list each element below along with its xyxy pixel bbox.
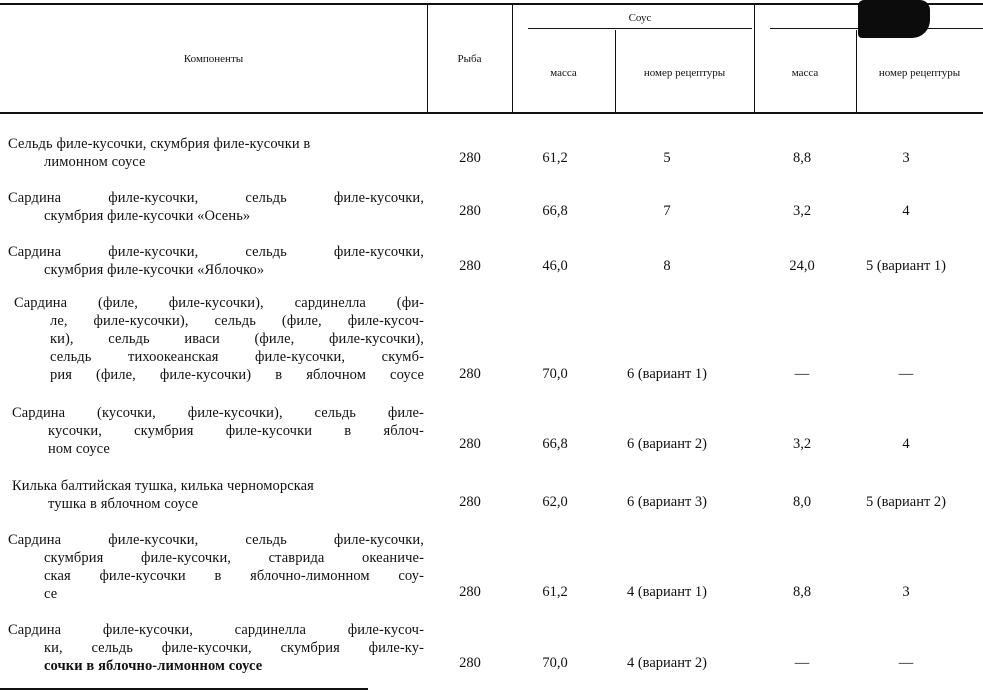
header-sauce-mass: масса [550, 67, 577, 79]
fish-cell: 280 [459, 366, 481, 382]
component-line: ки, сельдь филе-кусочки, скумбрия филе-ку- [44, 640, 424, 656]
sauce-mass-cell: 62,0 [542, 494, 568, 510]
sauce-mass-cell: 61,2 [542, 584, 568, 600]
sauce-recipe-cell: 6 (вариант 1) [626, 366, 708, 382]
garnish-recipe-cell: 3 [902, 150, 910, 166]
table-top-rule [0, 3, 983, 5]
garnish-mass-cell: 24,0 [789, 258, 815, 274]
garnish-recipe-cell: 4 [902, 436, 910, 452]
header-garnish-mass: масса [791, 67, 819, 79]
component-line: се [44, 586, 58, 602]
sauce-recipe-cell: 8 [663, 258, 671, 274]
component-line: Сардина филе-кусочки, сельдь филе-кусочки, [8, 532, 424, 548]
ink-blot [858, 0, 930, 38]
fish-cell: 280 [459, 203, 481, 219]
row-components [12, 477, 424, 513]
garnish-recipe-cell: 3 [902, 584, 910, 600]
garnish-mass-cell: — [794, 366, 810, 382]
component-line: лимонном соусе [44, 154, 146, 170]
component-line: Сардина филе-кусочки, сардинелла филе-кусоч- [8, 622, 424, 638]
component-line: ном соусе [48, 441, 110, 457]
garnish-recipe-cell: 5 (вариант 2) [865, 494, 947, 510]
garnish-mass-cell: 8,0 [792, 494, 812, 510]
row-components [8, 243, 424, 279]
row-components [8, 531, 424, 603]
row-components [12, 404, 424, 458]
component-line: скумбрия филе-кусочки «Яблочко» [44, 262, 265, 278]
garnish-mass-cell: 8,8 [792, 584, 812, 600]
component-line: Килька балтийская тушка, килька черноморская [12, 478, 314, 494]
garnish-recipe-cell: — [898, 655, 914, 671]
garnish-mass-cell: — [794, 655, 810, 671]
sauce-recipe-cell: 6 (вариант 3) [626, 494, 708, 510]
fish-cell: 280 [459, 150, 481, 166]
garnish-mass-cell: 3,2 [792, 436, 812, 452]
header-components: Компоненты [183, 53, 244, 65]
table-bottom-rule [0, 688, 368, 690]
fish-cell: 280 [459, 655, 481, 671]
component-line: ле, филе-кусочки), сельдь (филе, филе-кусоч- [50, 313, 424, 329]
component-line: ская филе-кусочки в яблочно-лимонном соу- [44, 568, 424, 584]
sauce-recipe-cell: 4 (вариант 1) [626, 584, 708, 600]
component-line: сельдь тихоокеанская филе-кусочки, скумб- [50, 349, 424, 365]
component-line: Сардина филе-кусочки, сельдь филе-кусочки, [8, 244, 424, 260]
sauce-recipe-cell: 4 (вариант 2) [626, 655, 708, 671]
fish-cell: 280 [459, 436, 481, 452]
sauce-group-rule [528, 28, 752, 29]
component-line: кусочки, скумбрия филе-кусочки в яблоч- [48, 423, 424, 439]
sauce-mass-cell: 46,0 [542, 258, 568, 274]
component-line: Сардина (филе, филе-кусочки), сардинелла (фи- [14, 295, 424, 311]
divider-sauce-garnish [754, 5, 755, 112]
sauce-mass-cell: 70,0 [542, 366, 568, 382]
sauce-mass-cell: 66,8 [542, 436, 568, 452]
row-components [14, 294, 424, 384]
row-components [8, 621, 424, 675]
sauce-mass-cell: 70,0 [542, 655, 568, 671]
row-components [8, 189, 424, 225]
header-sauce: Соус [628, 12, 652, 24]
component-line: тушка в яблочном соусе [48, 496, 199, 512]
garnish-recipe-cell: 5 (вариант 1) [865, 258, 947, 274]
fish-cell: 280 [459, 258, 481, 274]
garnish-recipe-cell: — [898, 366, 914, 382]
component-line: Сардина (кусочки, филе-кусочки), сельдь филе- [12, 405, 424, 421]
component-line: Сельдь филе-кусочки, скумбрия филе-кусочки в [8, 136, 311, 152]
fish-cell: 280 [459, 584, 481, 600]
sauce-recipe-cell: 5 [663, 150, 671, 166]
component-line: рия (филе, филе-кусочки) в яблочном соусе [50, 367, 424, 383]
divider-fish-sauce [512, 5, 513, 112]
garnish-recipe-cell: 4 [902, 203, 910, 219]
component-line: скумбрия филе-кусочки, ставрида океаниче- [44, 550, 424, 566]
sauce-recipe-cell: 7 [663, 203, 671, 219]
sauce-mass-cell: 61,2 [542, 150, 568, 166]
garnish-mass-cell: 8,8 [792, 150, 812, 166]
garnish-mass-cell: 3,2 [792, 203, 812, 219]
sauce-recipe-cell: 6 (вариант 2) [626, 436, 708, 452]
sauce-mass-cell: 66,8 [542, 203, 568, 219]
header-sauce-recipe: номер рецептуры [643, 67, 726, 79]
component-line: Сардина филе-кусочки, сельдь филе-кусочки, [8, 190, 424, 206]
row-components [8, 135, 424, 171]
component-line: ки), сельдь иваси (филе, филе-кусочки), [50, 331, 424, 347]
header-bottom-rule [0, 112, 983, 114]
component-line: скумбрия филе-кусочки «Осень» [44, 208, 251, 224]
header-fish: Рыба [457, 53, 482, 65]
component-line: сочки в яблочно-лимонном соусе [44, 658, 263, 674]
fish-cell: 280 [459, 494, 481, 510]
header-garnish-recipe: номер рецептуры [878, 67, 961, 79]
